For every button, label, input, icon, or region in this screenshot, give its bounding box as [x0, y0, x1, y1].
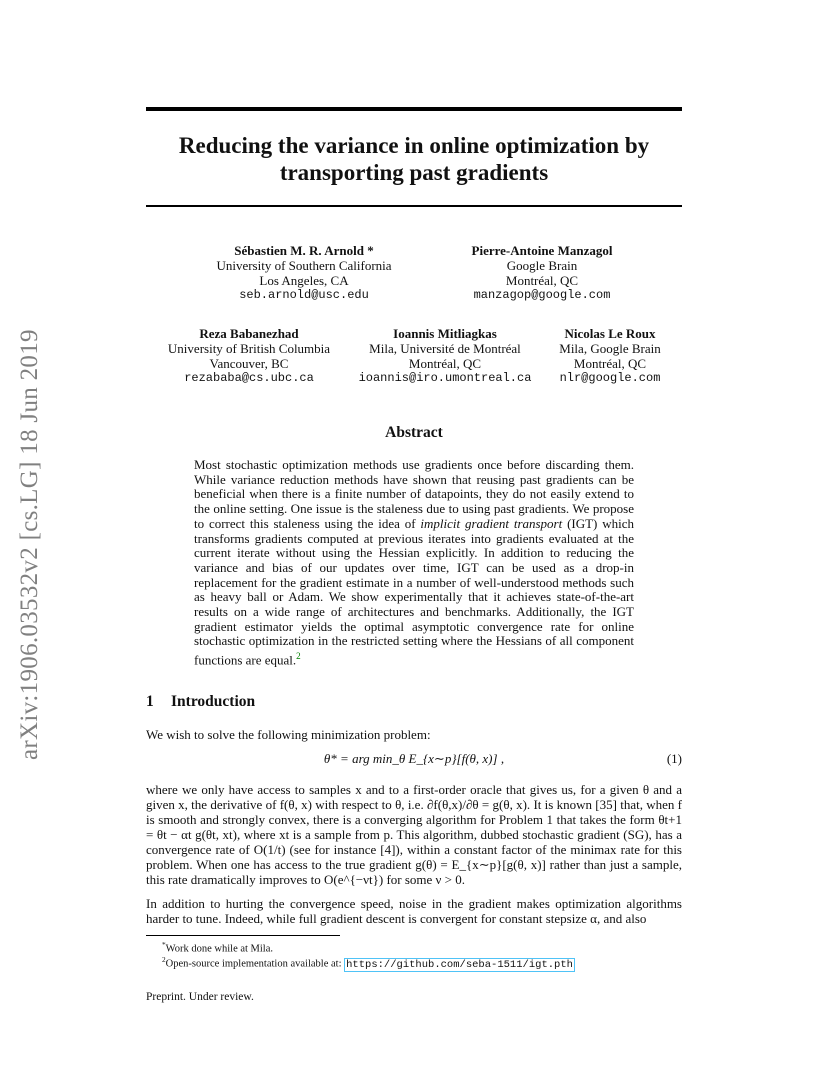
author-name: Nicolas Le Roux [564, 326, 656, 341]
equation-body: θ* = arg min_θ E_{x∼p}[f(θ, x)] , [323, 751, 505, 766]
author-name: Pierre-Antoine Manzagol [471, 243, 613, 258]
author-location: Los Angeles, CA [259, 273, 349, 288]
section-heading [146, 693, 255, 711]
author-email: ioannis@iro.umontreal.ca [358, 371, 532, 385]
author-email: rezababa@cs.ubc.ca [184, 371, 314, 385]
footnote-mark: * [162, 940, 166, 949]
preprint-notice: Preprint. Under review. [146, 991, 254, 1003]
equation-1 [146, 751, 682, 775]
footnote [162, 953, 575, 972]
author-block [452, 243, 632, 303]
title-rule-top [146, 107, 682, 111]
author-location: Montréal, QC [408, 356, 482, 371]
paper-title [146, 132, 682, 186]
footnote-text: Work done while at Mila. [165, 943, 274, 955]
arxiv-identifier: arXiv:1906.03532v2 [cs.LG] 18 Jun 2019 [16, 329, 43, 760]
author-name: Ioannis Mitliagkas [393, 326, 497, 341]
author-block [356, 326, 534, 386]
title-line-1: Reducing the variance in online optimization by [178, 133, 650, 158]
footnote-mark: 2 [162, 955, 166, 964]
author-block [204, 243, 404, 303]
author-location: Vancouver, BC [209, 356, 289, 371]
author-affiliation: Google Brain [506, 258, 578, 273]
intro-paragraph: In addition to hurting the convergence speed, noise in the gradient makes optimization algorithms harder to tune. Indeed, while full gradient descent is convergent for constant stepsize α, and also [146, 896, 682, 926]
author-email: seb.arnold@usc.edu [239, 288, 369, 302]
abstract-text [194, 458, 634, 668]
repo-link[interactable]: https://github.com/seba-1511/igt.pth [346, 958, 573, 971]
abstract-emphasis: implicit gradient transport [420, 515, 563, 531]
equation-number: (1) [666, 751, 682, 766]
author-name: Reza Babanezhad [199, 326, 299, 341]
title-rule-bottom [146, 205, 682, 207]
author-location: Montréal, QC [573, 356, 647, 371]
footnote-link[interactable]: 2 [296, 651, 301, 662]
intro-paragraph: where we only have access to samples x and to a first-order oracle that gives us, for a given θ and a given x, the derivative of f(θ, x) with respect to θ, i.e. ∂f(θ,x)/∂θ = g(θ, x). It is known [35] that, when f is smooth and strongly convex, there is a converging algorithm for Problem 1 that takes the form θt+1 = θt − αt g(θt, xt), where xt is a sample from p. This algorithm, dubbed stochastic gradient (SG), has a convergence rate of O(1/t) (see for instance [4]), within a constant factor of the minimax rate for this problem. When one has access to the true gradient g(θ) = E_{x∼p}[g(θ, x)] rather than just a sample, this rate dramatically improves to O(e^{−νt}) for some ν > 0. [146, 782, 682, 887]
author-email: nlr@google.com [559, 371, 661, 385]
author-affiliation: Mila, Université de Montréal [369, 341, 521, 356]
author-name: Sébastien M. R. Arnold * [234, 243, 374, 258]
author-affiliation: University of Southern California [216, 258, 392, 273]
author-block [548, 326, 672, 386]
abstract-part-2: (IGT) which transforms gradients computed at previous iterates into gradients evaluated at the current iterate without using the Hessian explicitly. In addition to reducing the variance and bias of our updates over time, IGT can be used as a drop-in replacement for the gradient estimate in a number of well-understood methods such as heavy ball or Adam. We show experimentally that it achieves state-of-the-art results on a wide range of architectures and benchmarks. Additionally, the IGT gradient estimator yields the optimal asymptotic convergence rate for online stochastic optimization in the restricted setting where the Hessians of all component functions are equal. [194, 515, 634, 668]
section-number: 1 [146, 693, 154, 710]
intro-paragraph: We wish to solve the following minimization problem: [146, 727, 431, 742]
abstract-part-1: Most stochastic optimization methods use gradients once before discarding them. While variance reduction methods have shown that reusing past gradients can be beneficial when there is a finite number of datapoints, they do not easily extend to the online setting. One issue is the staleness due to using past gradients. We propose to correct this staleness using the idea of [194, 457, 634, 531]
author-block [160, 326, 338, 386]
section-title: Introduction [171, 693, 256, 710]
title-line-2: transporting past gradients [279, 160, 549, 185]
author-email: manzagop@google.com [473, 288, 611, 302]
author-affiliation: University of British Columbia [167, 341, 331, 356]
footnote-text: Open-source implementation available at: [165, 958, 345, 970]
footnote-rule [146, 935, 340, 936]
abstract-heading: Abstract [385, 424, 443, 441]
author-affiliation: Mila, Google Brain [559, 341, 661, 356]
author-location: Montréal, QC [505, 273, 579, 288]
